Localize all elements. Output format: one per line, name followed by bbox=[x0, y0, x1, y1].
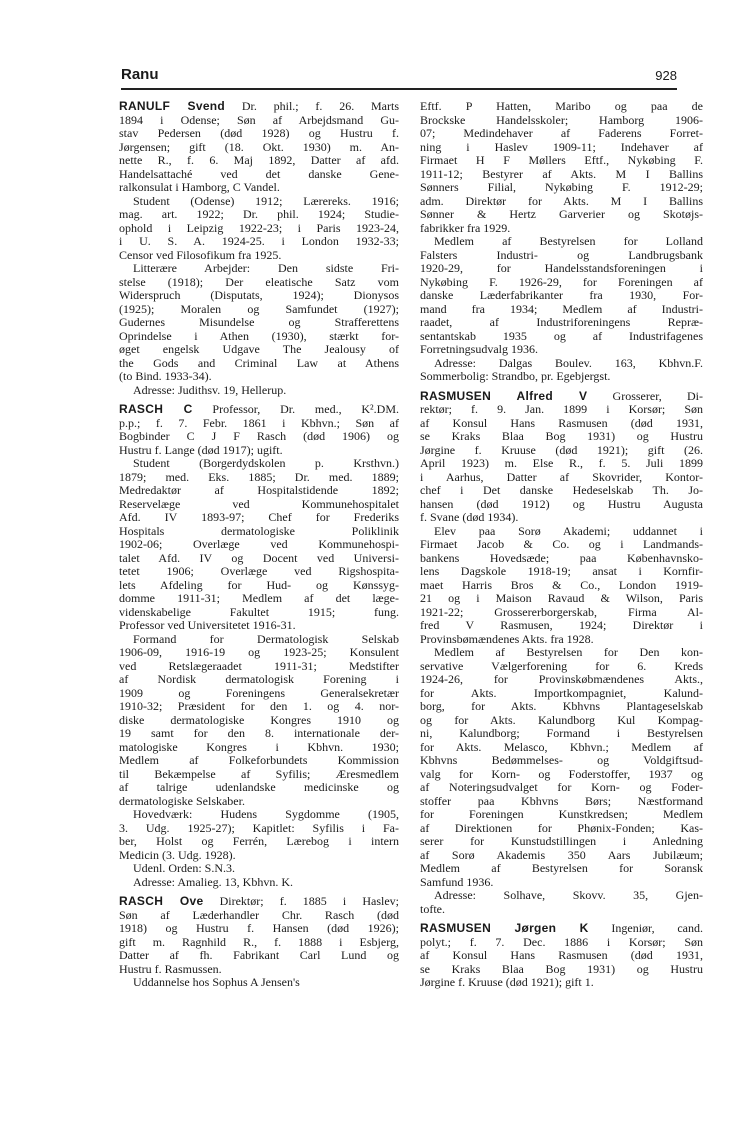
text-line: 1920-29, for Handelsstandsforeningen i bbox=[420, 261, 703, 275]
text-line: øget engelsk Udgave The Jealousy of bbox=[119, 342, 399, 356]
text-line: Adresse: Amalieg. 13, Kbhvn. K. bbox=[133, 874, 293, 889]
text-line: 1879; med. Eks. 1885; Dr. med. 1889; bbox=[119, 469, 399, 484]
text-line: 1894 i Odense; Søn af Arbejdsmand Gu- bbox=[119, 112, 399, 127]
text-line: raadet, af Industriforeningens Repræ- bbox=[420, 315, 703, 329]
text-line: til Bekæmpelse af Syfilis; Æresmedlem bbox=[119, 766, 399, 781]
text-line: chef i Det danske Hedeselskab Th. Jo- bbox=[420, 483, 703, 497]
page-number: 928 bbox=[655, 68, 677, 83]
text-line: af talrige udenlandske medicinske og bbox=[119, 780, 399, 794]
text-line: Sønner & Hertz Garverier og Skotøjs- bbox=[420, 207, 703, 221]
text-line: stelse (1918); Der eleatische Satz vom bbox=[119, 274, 399, 289]
text-line: adm. Direktør for Akts. M I Ballins bbox=[420, 193, 703, 208]
text-line: 1906-09, 1916-19 og 1923-25; Konsulent bbox=[119, 645, 399, 659]
text-line: ophold i Leipzig 1922-23; i Paris 1923-24, bbox=[119, 220, 399, 235]
text-line: bankens Hovedsæde; paa Københavnsko- bbox=[420, 550, 703, 565]
text-line: Firmaet H F Møllers Eftf., Nykøbing F. bbox=[420, 153, 703, 167]
text-line: matologiske Kongres i Kbhvn. 1930; bbox=[119, 739, 399, 754]
text-line: Hustru f. Lange (død 1917); ugift. bbox=[119, 442, 283, 457]
text-line: nette R., f. 6. Maj 1892, Datter af afd. bbox=[119, 153, 399, 167]
text-line: f. Svane (død 1934). bbox=[420, 510, 519, 524]
entry-heading bbox=[119, 100, 399, 114]
text-line: Medlem af Bestyrelsen for Soransk bbox=[420, 861, 703, 875]
text-line: 1921-22; Grossererborgerskab, Firma Al- bbox=[420, 604, 703, 619]
text-line: hansen (død 1912) og Hustru Augusta bbox=[420, 496, 703, 511]
text-line: ralkonsulat i Hamborg, C Vandel. bbox=[119, 180, 280, 194]
text-line: Firmaet Jacob & Co. og i Landmands- bbox=[420, 537, 703, 551]
text-line: Litterære Arbejder: Den sidste Fri- bbox=[133, 261, 399, 275]
text-line: dermatologiske Selskaber. bbox=[119, 793, 245, 808]
text-line: af Konsul Hans Rasmusen (død 1931, bbox=[420, 415, 703, 430]
text-line: af Nordisk dermatologisk Forening i bbox=[119, 672, 399, 686]
text-line: 1902-06; Overlæge ved Kommunehospi- bbox=[119, 537, 399, 551]
text-line: se Kraks Blaa Bog 1931) og Hustru bbox=[420, 429, 703, 443]
text-line: Udenl. Orden: S.N.3. bbox=[133, 861, 235, 875]
text-line: talet Afd. IV og Docent ved Universi- bbox=[119, 550, 399, 565]
text-line: Hustru f. Rasmussen. bbox=[119, 961, 222, 976]
text-line: stav Pedersen (død 1928) og Hustru f. bbox=[119, 126, 399, 140]
entry-text: Ingeniør, cand. bbox=[588, 921, 703, 935]
text-line: Hovedværk: Hudens Sygdomme (1905, bbox=[133, 807, 399, 821]
text-line: fred V Rasmusen, 1924; Direktør i bbox=[420, 618, 703, 632]
text-line: og for Akts. Kalundborg Kul Kompag- bbox=[420, 712, 703, 727]
text-line: i U. S. A. 1924-25. i London 1932-33; bbox=[119, 234, 399, 248]
text-line: valg for Korn- og Foderstoffer, 1937 og bbox=[420, 766, 703, 781]
entry-text: Direktør; f. 1885 i Haslev; bbox=[203, 894, 399, 908]
text-line: serer for Kunstudstillingen i Anledning bbox=[420, 834, 703, 848]
text-line: Medlem af Bestyrelsen for Den kon- bbox=[434, 645, 703, 659]
right-column bbox=[420, 100, 703, 990]
text-line: ni, Kalundborg; Formand i Bestyrelsen bbox=[420, 726, 703, 740]
text-line: 3. Udg. 1925-27); Kapitlet: Syfilis i Fa- bbox=[119, 820, 399, 835]
text-line: se Kraks Blaa Bog 1931) og Hustru bbox=[420, 961, 703, 976]
entry-name: RASCH Ove bbox=[119, 894, 204, 908]
text-line: af Sorø Akademis 350 Aars Jubilæum; bbox=[420, 847, 703, 862]
running-head: Ranu bbox=[121, 66, 159, 83]
text-line: af Konsul Hans Rasmusen (død 1931, bbox=[420, 948, 703, 962]
text-line: diske dermatologiske Kongres 1910 og bbox=[119, 712, 399, 727]
text-line: Forretningsudvalg 1936. bbox=[420, 342, 538, 356]
text-line: Falsters Industri- og Landbrugsbank bbox=[420, 247, 703, 262]
text-line: Sønners Filial, Nykøbing F. 1912-29; bbox=[420, 180, 703, 194]
entry-heading bbox=[119, 403, 399, 417]
text-line: Brockske Handelsskoler; Hamborg 1906- bbox=[420, 112, 703, 127]
text-line: Adresse: Dalgas Boulev. 163, Kbhvn.F. bbox=[434, 355, 703, 370]
text-line: Hospitals dermatologiske Poliklinik bbox=[119, 523, 399, 538]
text-line: domme 1911-31; Medlem af det læge- bbox=[119, 591, 399, 605]
text-line: Adresse: Solhave, Skovv. 35, Gjen- bbox=[434, 888, 703, 902]
text-line: servative Vælgerforening for 6. Kreds bbox=[420, 658, 703, 673]
text-line: Widerspruch (Disputats, 1924); Dionysos bbox=[119, 288, 399, 302]
text-line: ber, Holst og Ferrén, Lærebog i intern bbox=[119, 834, 399, 848]
entry-heading bbox=[420, 922, 703, 936]
text-line: Handelsattaché ved det danske Gene- bbox=[119, 166, 399, 181]
text-line: Oprindelse i Athen (1930), stærkt for- bbox=[119, 328, 399, 343]
entry-name: RANULF Svend bbox=[119, 99, 226, 113]
text-line: rektør; f. 9. Jan. 1899 i Korsør; Søn bbox=[420, 402, 703, 416]
text-line: Bogbinder C J F Rasch (død 1906) og bbox=[119, 429, 399, 443]
text-line: Afd. IV 1893-97; Chef for Frederiks bbox=[119, 510, 399, 524]
text-line: for Akts. Melasco, Kbhvn.; Medlem af bbox=[420, 739, 703, 754]
entry-text: Grosserer, Di- bbox=[587, 388, 703, 403]
text-line: mag. art. 1922; Dr. phil. 1924; Studie- bbox=[119, 207, 399, 221]
text-line: Student (Borgerdydskolen p. Krsthvn.) bbox=[133, 456, 399, 470]
text-line: Censor ved Filosofikum fra 1925. bbox=[119, 247, 282, 262]
text-line: April 1923) m. Else R., f. 5. Juli 1899 bbox=[420, 456, 703, 470]
text-line: af Noteringsudvalget for Korn- og Foder- bbox=[420, 780, 703, 794]
text-line: Sommerbolig: Strandbo, pr. Egebjergst. bbox=[420, 369, 611, 383]
text-line: (1925); Moralen og Samfundet (1927); bbox=[119, 301, 399, 316]
text-line: sentantskab 1935 og af Industrifagenes bbox=[420, 328, 703, 343]
text-line: Kbhvns Bedømmelses- og Voldgiftsud- bbox=[420, 753, 703, 767]
text-line: Formand for Dermatologisk Selskab bbox=[133, 631, 399, 646]
text-line: Medlem af Folkeforbundets Kommission bbox=[119, 753, 399, 767]
text-line: the Gods and Criminal Law at Athens bbox=[119, 355, 399, 370]
entry-name: RASMUSEN Jørgen K bbox=[420, 921, 589, 935]
text-line: Uddannelse hos Sophus A Jensen's bbox=[133, 975, 300, 989]
text-line: fabrikker fra 1929. bbox=[420, 220, 511, 235]
text-line: Eftf. P Hatten, Maribo og paa de bbox=[420, 99, 703, 113]
text-line: Student (Odense) 1912; Lærereks. 1916; bbox=[133, 193, 399, 208]
header-rule bbox=[121, 88, 677, 90]
text-line: danske Læderfabrikanter fra 1930, For- bbox=[420, 288, 703, 302]
text-line: borg, for Akts. Kbhvns Plantageselskab bbox=[420, 699, 703, 713]
text-line: 07; Medindehaver af Faderens Forret- bbox=[420, 126, 703, 140]
page-header bbox=[121, 66, 677, 88]
text-line: Professor ved Universitetet 1916-31. bbox=[119, 618, 296, 632]
text-line: gift m. Ragnhild R., f. 1888 i Esbjerg, bbox=[119, 934, 399, 949]
text-line: polyt.; f. 7. Dec. 1886 i Korsør; Søn bbox=[420, 934, 703, 949]
entry-name: RASCH C bbox=[119, 402, 193, 416]
text-line: Adresse: Judithsv. 19, Hellerup. bbox=[133, 382, 287, 397]
entry-name: RASMUSEN Alfred V bbox=[420, 388, 588, 403]
text-line: af Direktionen for Phønix-Fonden; Kas- bbox=[420, 820, 703, 835]
text-line: (to Bind. 1933-34). bbox=[119, 369, 212, 383]
text-line: stoffer paa Kbhvns Børs; Næstformand bbox=[420, 793, 703, 808]
text-line: Jørgine f. Kruuse (død 1921); gift (26. bbox=[420, 442, 703, 457]
text-line: lens Dagskole 1918-19; ansat i Kornfir- bbox=[420, 564, 703, 578]
text-line: p.p.; f. 7. Febr. 1861 i Kbhvn.; Søn af bbox=[119, 415, 399, 430]
entry-heading bbox=[420, 390, 703, 404]
text-line: Søn af Læderhandler Chr. Rasch (død bbox=[119, 907, 399, 922]
text-line: Provinsbømændenes Akts. fra 1928. bbox=[420, 631, 594, 646]
text-line: Datter af fh. Fabrikant Carl Lund og bbox=[119, 948, 399, 962]
text-line: mand fra 1934; Medlem af Industri- bbox=[420, 301, 703, 316]
text-line: maet Harris Bros & Co., London 1919- bbox=[420, 577, 703, 592]
text-line: Elev paa Sorø Akademi; uddannet i bbox=[434, 523, 703, 538]
text-line: Jørgensen; gift (18. Okt. 1930) m. An- bbox=[119, 139, 399, 154]
text-line: Nykøbing F. 1926-29, for Foreningen af bbox=[420, 274, 703, 289]
text-line: 1911-12; Bestyrer af Akts. M I Ballins bbox=[420, 166, 703, 181]
text-line: Jørgine f. Kruuse (død 1921); gift 1. bbox=[420, 975, 594, 989]
text-line: tofte. bbox=[420, 901, 445, 916]
text-line: 1909 og Foreningens Generalsekretær bbox=[119, 685, 399, 700]
left-column bbox=[119, 100, 399, 990]
text-line: videnskabelige Fakultet 1915; fung. bbox=[119, 604, 399, 619]
text-line: Medlem af Bestyrelsen for Lolland bbox=[434, 234, 703, 248]
text-line: 1910-32; Præsident for den 1. og 4. nor- bbox=[119, 699, 399, 713]
text-line: Reservelæge ved Kommunehospitalet bbox=[119, 496, 399, 511]
entry-text: Professor, Dr. med., K².DM. bbox=[192, 402, 399, 416]
text-line: 1924-26, for Provinskøbmændenes Akts., bbox=[420, 672, 703, 686]
text-line: lets Afdeling for Hud- og Kønssyg- bbox=[119, 577, 399, 592]
entry-heading bbox=[119, 895, 399, 909]
text-line: for Akts. Importkompagniet, Kalund- bbox=[420, 685, 703, 700]
text-line: 1918) og Hustru f. Hansen (død 1926); bbox=[119, 921, 399, 935]
text-line: for Foreningen Kunstkredsen; Medlem bbox=[420, 807, 703, 821]
text-line: Medredaktør af Hospitalstidende 1892; bbox=[119, 483, 399, 497]
text-line: 19 samt for den 8. internationale der- bbox=[119, 726, 399, 740]
text-line: tetet 1906; Overlæge ved Rigshospita- bbox=[119, 564, 399, 578]
text-line: 21 og i Maison Ravaud & Wilson, Paris bbox=[420, 591, 703, 605]
text-line: i Aarhus, Datter af Skovrider, Kontor- bbox=[420, 469, 703, 484]
text-line: Samfund 1936. bbox=[420, 874, 494, 889]
text-line: Gudernes Misundelse og Strafferettens bbox=[119, 315, 399, 329]
text-line: Medicin (3. Udg. 1928). bbox=[119, 847, 236, 862]
entry-text: Dr. phil.; f. 26. Marts bbox=[225, 99, 399, 113]
text-line: ning i Haslev 1909-11; Indehaver af bbox=[420, 139, 703, 154]
text-line: ved Retslægeraadet 1911-31; Medstifter bbox=[119, 658, 399, 673]
